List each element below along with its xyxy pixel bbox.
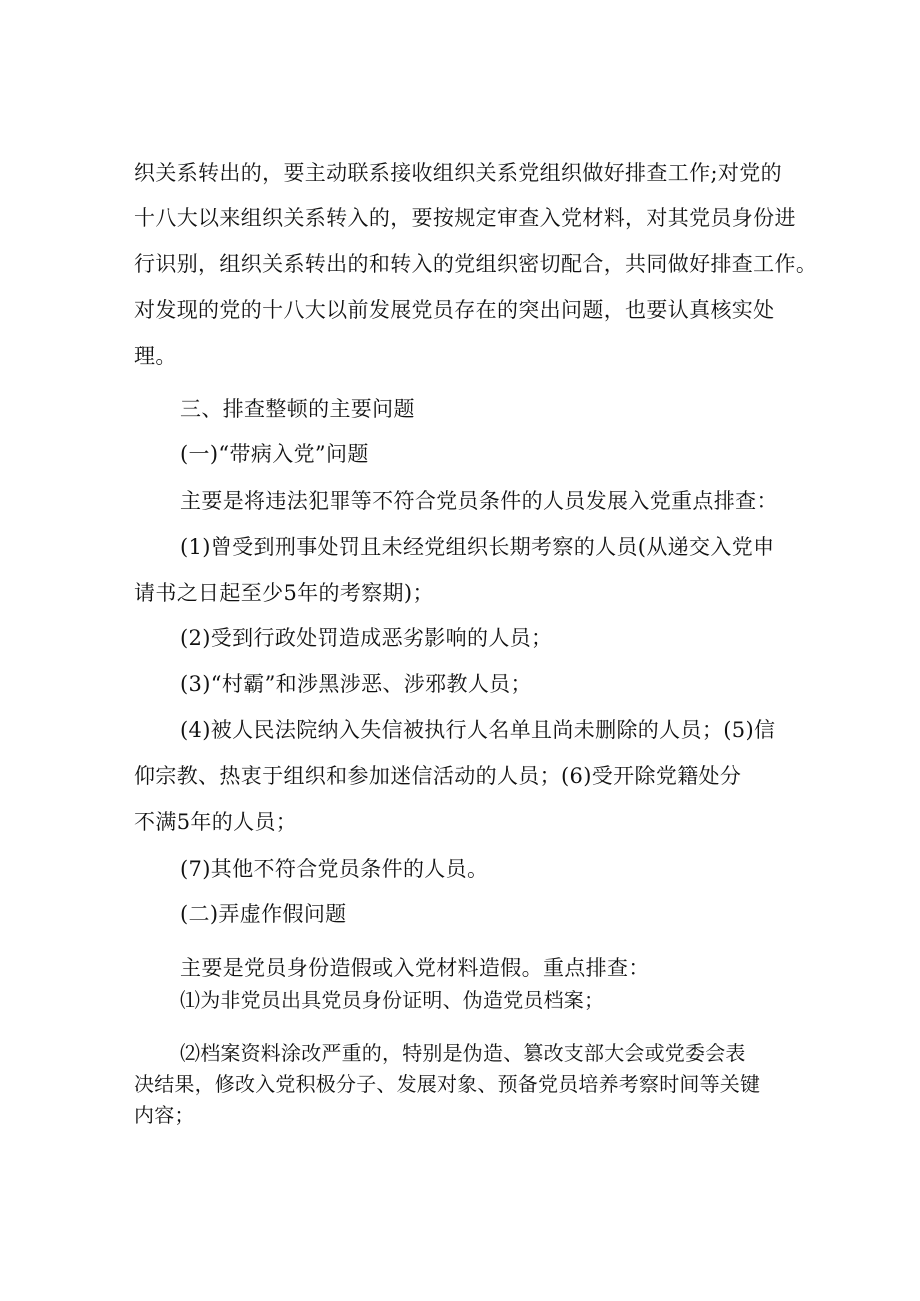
list-item: (4)被人民法院纳入失信被执行人名单且尚未删除的人员；(5)信 [180,718,776,742]
subsection-heading: (一)“带病入党”问题 [180,442,369,466]
list-item: (1)曾受到刑事处罚且未经党组织长期考察的人员(从递交入党申 [180,535,775,559]
section-heading: 三、排查整顿的主要问题 [180,397,415,421]
paragraph-line: 理。 [134,344,177,368]
list-item-continuation: 请书之日起至少5年的考察期)； [134,581,434,605]
paragraph-line: 主要是党员身份造假或入党材料造假。重点排查： [180,956,650,980]
paragraph-line: 主要是将违法犯罪等不符合党员条件的人员发展入党重点排查： [180,489,778,513]
list-item: (2)受到行政处罚造成恶劣影响的人员； [180,626,553,650]
list-item: ⑵档案资料涂改严重的，特别是伪造、篡改支部大会或党委会表 [180,1041,746,1065]
list-item: (3)“村霸”和涉黑涉恶、涉邪教人员； [180,672,532,696]
list-item-continuation: 内容； [134,1103,195,1127]
list-item: (7)其他不符合党员条件的人员。 [180,857,489,881]
paragraph-line: 行识别，组织关系转出的和转入的党组织密切配合，共同做好排查工作。 [134,252,818,276]
subsection-heading: (二)弄虚作假问题 [180,902,347,926]
list-item-continuation: 不满5年的人员； [134,810,298,834]
list-item: ⑴为非党员出具党员身份证明、伪造党员档案； [180,988,605,1012]
paragraph-line: 织关系转出的，要主动联系接收组织关系党组织做好排查工作;对党的 [134,161,782,185]
paragraph-line: 十八大以来组织关系转入的，要按规定审查入党材料，对其党员身份进 [134,206,796,230]
paragraph-line: 对发现的党的十八大以前发展党员存在的突出问题，也要认真核实处 [134,298,775,322]
list-item-continuation: 仰宗教、热衷于组织和参加迷信活动的人员；(6)受开除党籍处分 [134,764,742,788]
list-item-continuation: 决结果，修改入党积极分子、发展对象、预备党员培养考察时间等关键 [134,1072,761,1096]
